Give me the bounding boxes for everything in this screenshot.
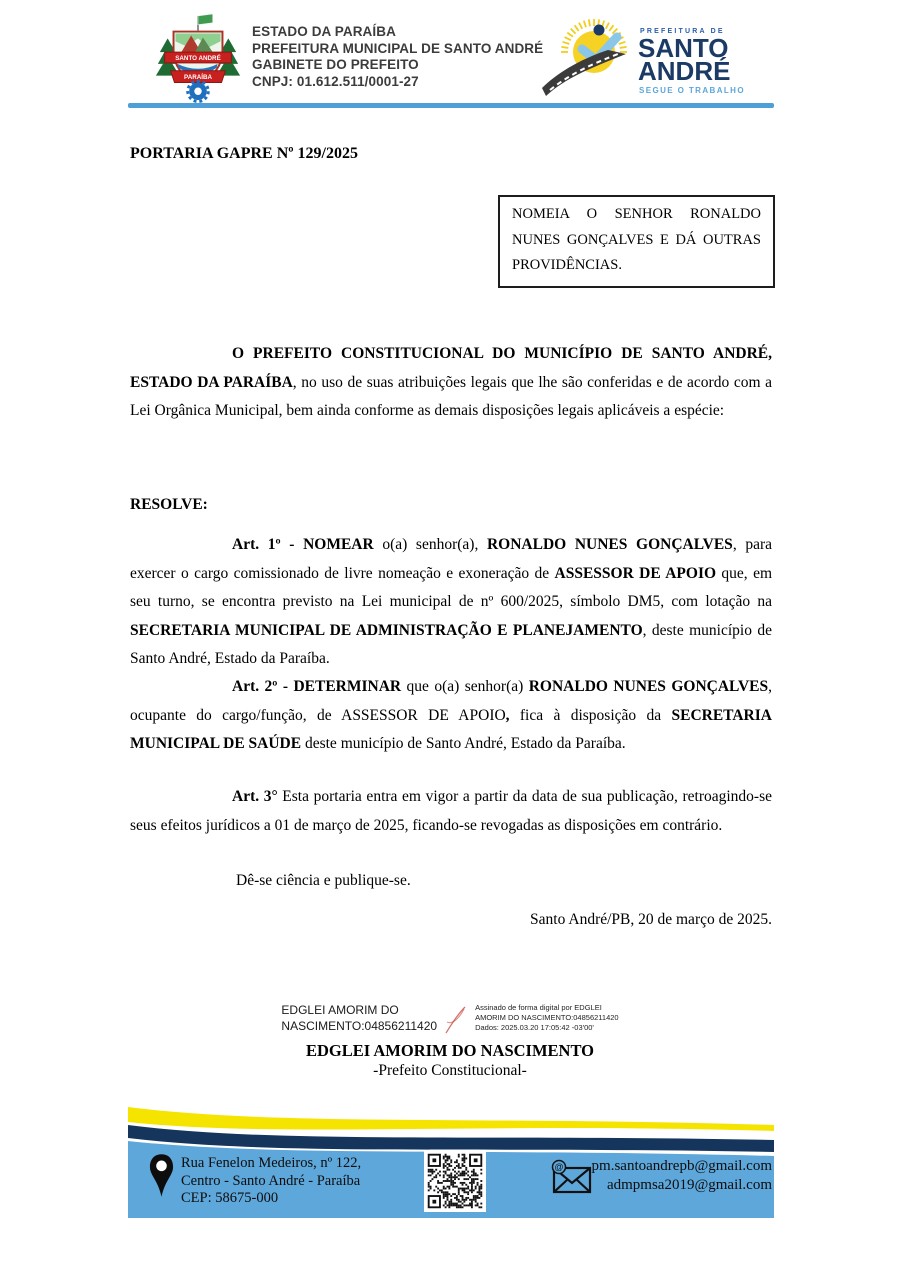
preamble-paragraph: O PREFEITO CONSTITUCIONAL DO MUNICÍPIO DE SANTO ANDRÉ, ESTADO DA PARAÍBA, no uso de suas atribuições legais que lhe são conferidas e de acordo com a Lei Orgânica Municipal, bem ainda conforme as demais disposições legais aplicáveis a espécie: [130,345,772,419]
article-2: Art. 2º - DETERMINAR que o(a) senhor(a) RONALDO NUNES GONÇALVES, ocupante do cargo/função, de ASSESSOR DE APOIO, fica à disposição da SECRETARIA MUNICIPAL DE SAÚDE deste município de Santo André, Estado da Paraíba. [130,678,772,752]
address-block: Rua Fenelon Medeiros, nº 122, Centro - Santo André - Paraíba CEP: 58675-000 [181,1155,362,1206]
email-list: pm.santoandrepb@gmail.com admpmsa2019@gmail.com [591,1158,772,1193]
summary-box: NOMEIA O SENHOR RONALDO NUNES GONÇALVES E DÁ OUTRAS PROVIDÊNCIAS. [498,195,775,288]
municipal-crest-icon [152,12,244,104]
signature-certificate-text: EDGLEI AMORIM DO NASCIMENTO:04856211420 [281,1003,438,1033]
svg-text:PREFEITURA DE: PREFEITURA DE [640,28,725,35]
dateline: Santo André/PB, 20 de março de 2025. [530,911,772,928]
resolve-heading: RESOLVE: [130,496,208,513]
page-title: PORTARIA GAPRE Nº 129/2025 [130,145,358,162]
signature-details-text: Assinado de forma digital por EDGLEI AMORIM DO NASCIMENTO:04856211420 Dados: 2025.03.20 17:05:42 -03'00' [475,1003,619,1032]
person-head-icon [594,25,605,36]
prefeitura-logo [542,12,747,100]
closing-line: Dê-se ciência e publique-se. [236,872,411,889]
location-pin-icon [148,1152,175,1199]
org-header-lines: ESTADO DA PARAÍBA PREFEITURA MUNICIPAL DE SANTO ANDRÉ GABINETE DO PREFEITO CNPJ: 01.612.511/0001-27 [252,24,544,89]
svg-text:SANTO ANDRÉ: SANTO ANDRÉ [175,55,221,63]
header-divider [128,103,774,108]
svg-text:PARAÍBA: PARAÍBA [183,74,213,82]
signature-flourish-icon [444,1005,468,1035]
article-1: Art. 1º - NOMEAR o(a) senhor(a), RONALDO NUNES GONÇALVES, para exercer o cargo comissionado de livre nomeação e exoneração de ASSESSOR DE APOIO que, em seu turno, se encontra previsto na Lei municipal de nº 600/2025, símbolo DM5, com lotação na SECRETARIA MUNICIPAL DE ADMINISTRAÇÃO E PLANEJAMENTO, deste município de Santo André, Estado da Paraíba. [130,536,773,667]
svg-text:ANDRÉ: ANDRÉ [638,56,731,86]
qr-code [424,1149,486,1213]
digital-signature-block [0,1003,900,1035]
signatory-name: EDGLEI AMORIM DO NASCIMENTO [305,1041,595,1060]
svg-text:SANTO: SANTO [638,33,729,63]
email-icon [549,1159,595,1195]
signatory-role: -Prefeito Constitucional- [373,1062,527,1079]
article-3: Art. 3° Esta portaria entra em vigor a partir da data de sua publicação, retroagindo-se seus efeitos jurídicos a 01 de março de 2025, ficando-se revogadas as disposições em contrário. [130,788,772,834]
svg-text:@: @ [554,1162,564,1172]
svg-text:SEGUE O TRABALHO: SEGUE O TRABALHO [639,86,745,95]
